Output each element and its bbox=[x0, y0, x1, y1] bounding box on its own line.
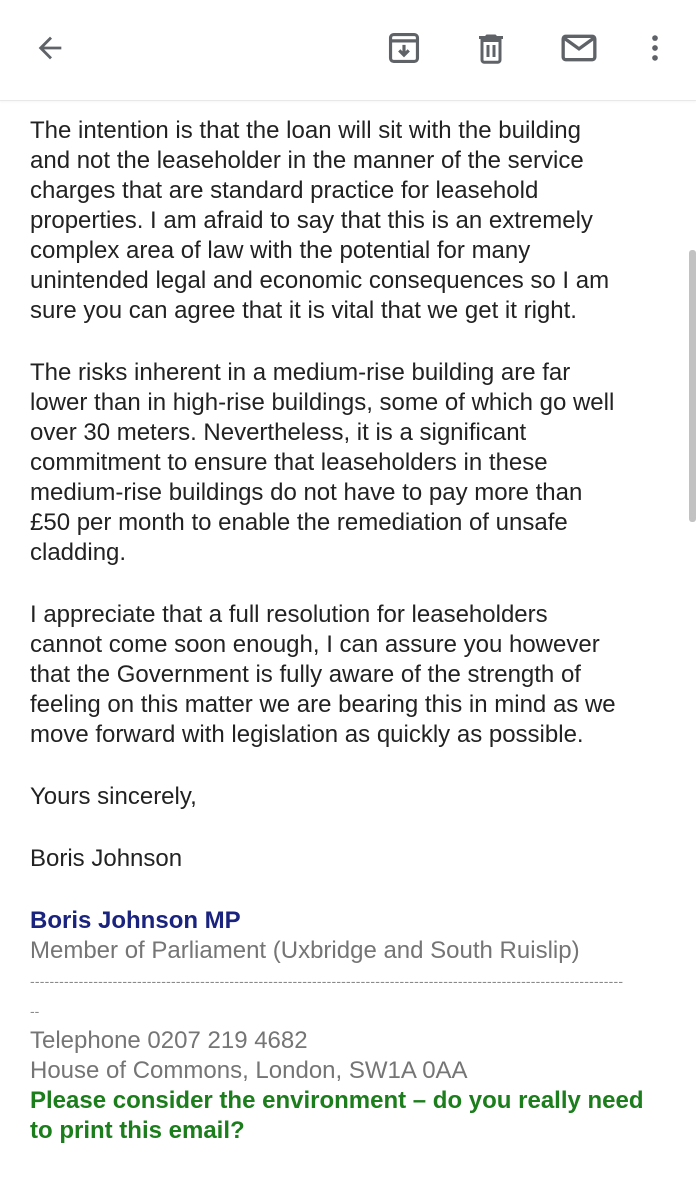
archive-icon bbox=[385, 29, 423, 67]
signature-divider-end: -- bbox=[30, 1003, 40, 1019]
signature-divider: -------------------------------------------------------------------------------------------------------------------------- bbox=[30, 973, 624, 989]
email-body bbox=[30, 116, 670, 1146]
delete-button[interactable] bbox=[465, 22, 517, 74]
mark-unread-button[interactable] bbox=[553, 22, 605, 74]
email-paragraph: The intention is that the loan will sit with the building and not the leaseholder in the manner of the service charges that are standard practice for leasehold properties. I am afraid to say that this is an extremely complex area of law with the potential for many unintended legal and economic consequences so I am sure you can agree that it is vital that we get it right. bbox=[30, 117, 610, 324]
top-app-bar bbox=[0, 0, 696, 101]
signature-title: Member of Parliament (Uxbridge and South Ruislip) bbox=[30, 937, 580, 964]
email-signature bbox=[30, 906, 670, 1146]
signature-address: House of Commons, London, SW1A 0AA bbox=[30, 1057, 468, 1084]
more-vert-icon bbox=[638, 31, 672, 65]
email-paragraph: The risks inherent in a medium-rise building are far lower than in high-rise buildings, some of which go well over 30 meters. Nevertheless, it is a significant commitment to ensure that leaseholders in these medium-rise buildings do not have to pay more than £50 per month to enable the remediation of unsafe cladding. bbox=[30, 359, 615, 566]
email-paragraph: I appreciate that a full resolution for leaseholders cannot come soon enough, I can assure you however that the Government is fully aware of the strength of feeling on this matter we are bearing this in mind as we move forward with legislation as quickly as possible. bbox=[30, 601, 616, 748]
mail-icon bbox=[559, 28, 599, 68]
signed-name: Boris Johnson bbox=[30, 845, 183, 872]
signature-telephone: Telephone 0207 219 4682 bbox=[30, 1027, 308, 1054]
signature-name: Boris Johnson MP bbox=[30, 907, 241, 934]
trash-icon bbox=[473, 30, 509, 66]
arrow-back-icon bbox=[33, 31, 67, 65]
email-closing: Yours sincerely, bbox=[30, 783, 197, 810]
environment-notice: Please consider the environment – do you really need bbox=[30, 1087, 644, 1114]
environment-notice-line2: to print this email? bbox=[30, 1117, 245, 1144]
back-button[interactable] bbox=[24, 22, 76, 74]
more-options-button[interactable] bbox=[629, 22, 681, 74]
scrollbar[interactable] bbox=[689, 250, 696, 522]
archive-button[interactable] bbox=[378, 22, 430, 74]
